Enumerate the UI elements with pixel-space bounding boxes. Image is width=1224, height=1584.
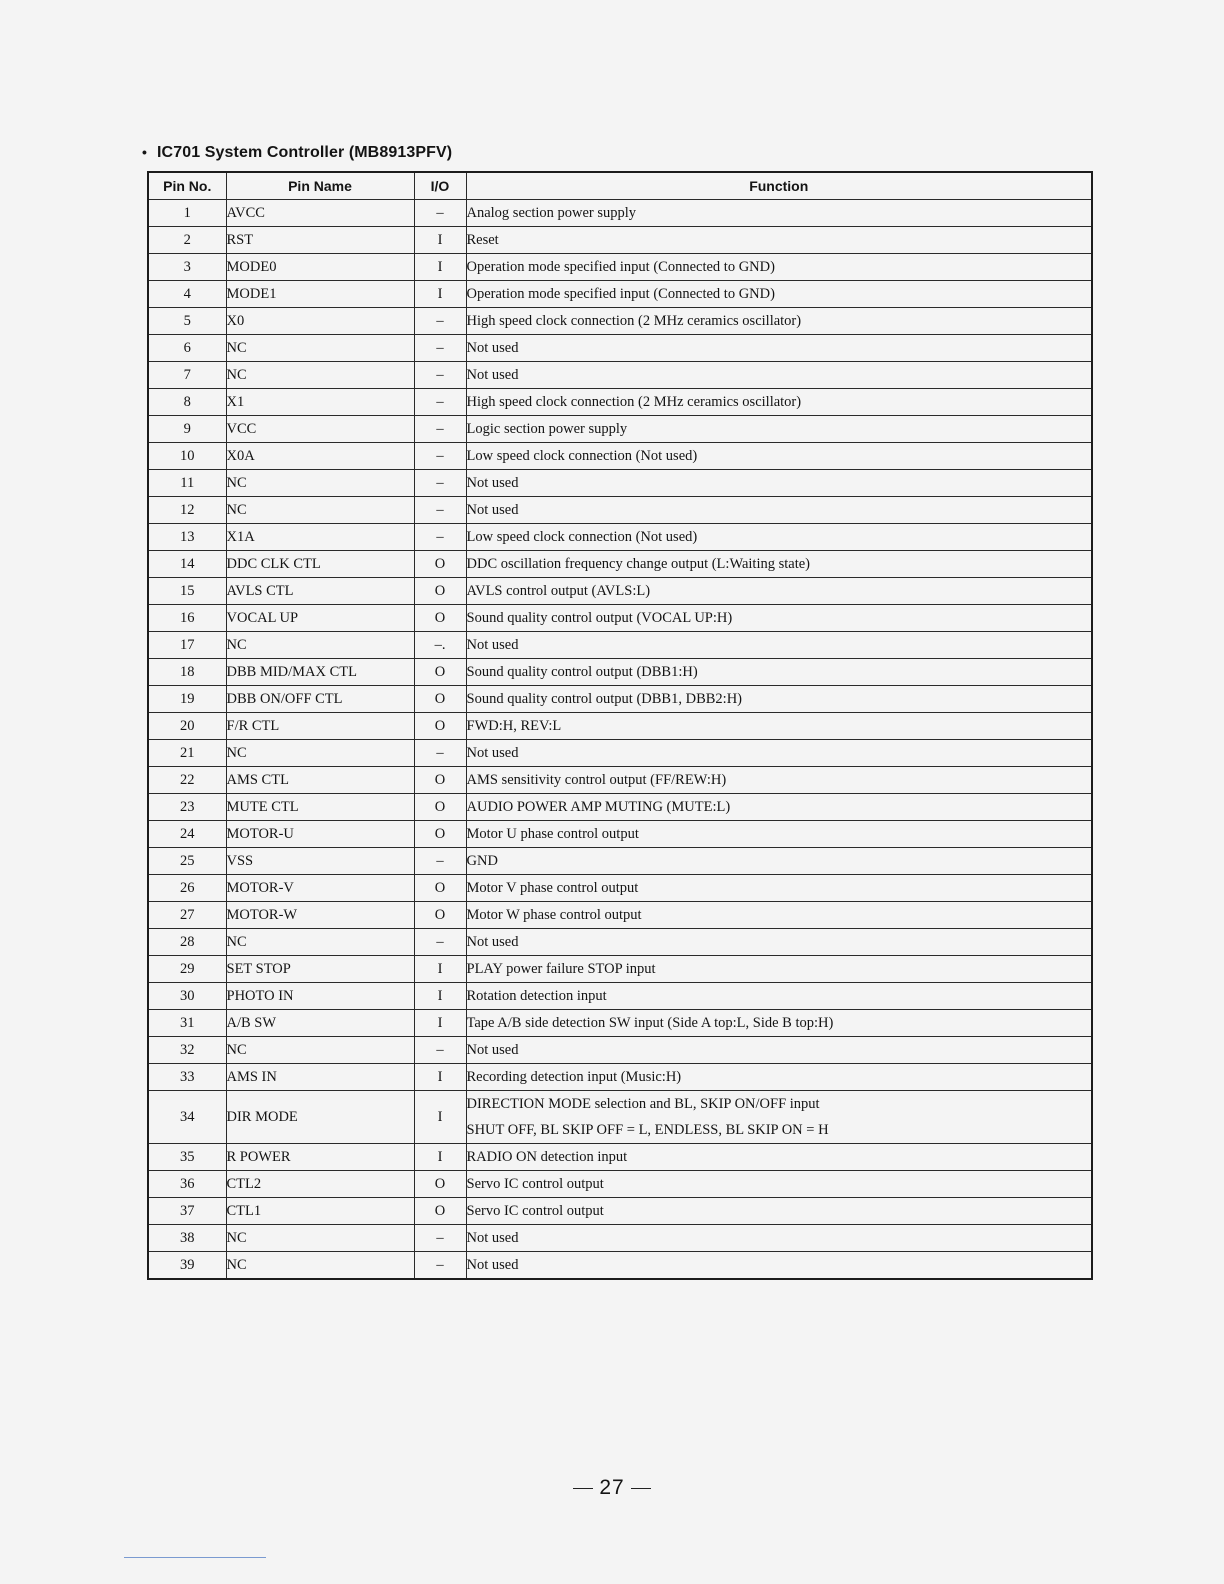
pin-number-cell: 7 [148,362,226,389]
pin-number-cell: 8 [148,389,226,416]
function-text: PLAY power failure STOP input [466,961,656,977]
pin-number-cell: 23 [148,794,226,821]
function-cell [466,416,1092,443]
io-cell: – [414,929,466,956]
io-cell: – [414,416,466,443]
pin-name-cell: RST [226,227,414,254]
page-number-dash-left [573,1488,593,1489]
table-row [148,659,1092,686]
function-cell [466,551,1092,578]
function-cell [466,1091,1092,1144]
io-cell: O [414,686,466,713]
pin-number-cell: 25 [148,848,226,875]
function-text: Not used [466,934,519,950]
function-text: Not used [466,475,519,491]
pin-number-cell: 30 [148,983,226,1010]
io-cell: – [414,308,466,335]
io-cell: O [414,875,466,902]
function-cell [466,1064,1092,1091]
table-row [148,767,1092,794]
function-cell [466,524,1092,551]
function-cell [466,443,1092,470]
function-text: Motor U phase control output [466,826,639,842]
function-cell [466,389,1092,416]
table-row [148,983,1092,1010]
pin-name-cell: X1A [226,524,414,551]
function-text: Rotation detection input [466,988,607,1004]
pin-name-cell: MOTOR-V [226,875,414,902]
io-cell: O [414,821,466,848]
function-cell [466,200,1092,227]
function-text: Low speed clock connection (Not used) [466,448,698,464]
table-row [148,389,1092,416]
function-text: Logic section power supply [466,421,628,437]
pin-name-cell: SET STOP [226,956,414,983]
table-row [148,1144,1092,1171]
pin-name-cell: NC [226,1252,414,1280]
pin-number-cell: 32 [148,1037,226,1064]
table-row [148,308,1092,335]
table-row [148,902,1092,929]
pin-name-cell: NC [226,929,414,956]
table-row [148,524,1092,551]
pin-name-cell: AVCC [226,200,414,227]
pin-number-cell: 2 [148,227,226,254]
pin-number-cell: 5 [148,308,226,335]
pin-name-cell: VOCAL UP [226,605,414,632]
pin-number-cell: 20 [148,713,226,740]
pin-name-cell: X1 [226,389,414,416]
table-row [148,254,1092,281]
io-cell: I [414,254,466,281]
io-cell: O [414,659,466,686]
function-cell [466,254,1092,281]
table-row [148,470,1092,497]
pin-number-cell: 26 [148,875,226,902]
io-cell: O [414,767,466,794]
io-cell: I [414,227,466,254]
io-cell: O [414,902,466,929]
function-cell [466,1144,1092,1171]
function-text: AVLS control output (AVLS:L) [466,583,651,599]
function-text: High speed clock connection (2 MHz ceramics oscillator) [466,394,802,410]
section-title: IC701 System Controller (MB8913PFV) [157,144,453,161]
function-text: Motor W phase control output [466,907,642,923]
table-row [148,956,1092,983]
io-cell: O [414,605,466,632]
table-row [148,848,1092,875]
io-cell: – [414,524,466,551]
table-row [148,416,1092,443]
pin-number-cell: 19 [148,686,226,713]
function-cell [466,470,1092,497]
function-cell [466,659,1092,686]
pin-name-cell: R POWER [226,1144,414,1171]
function-cell [466,227,1092,254]
table-row [148,1198,1092,1225]
function-text: Servo IC control output [466,1203,604,1219]
pin-name-cell: DIR MODE [226,1091,414,1144]
function-cell [466,821,1092,848]
function-cell [466,308,1092,335]
pin-name-cell: NC [226,362,414,389]
function-cell [466,578,1092,605]
table-row [148,551,1092,578]
function-text: Not used [466,340,519,356]
io-cell: O [414,551,466,578]
io-cell: O [414,578,466,605]
table-row [148,686,1092,713]
io-cell: – [414,497,466,524]
table-row [148,362,1092,389]
io-cell: – [414,443,466,470]
function-text: Not used [466,1042,519,1058]
table-body [148,200,1092,1280]
function-cell [466,632,1092,659]
table-row [148,578,1092,605]
pin-number-cell: 17 [148,632,226,659]
pin-number-cell: 36 [148,1171,226,1198]
function-cell [466,794,1092,821]
io-cell: – [414,470,466,497]
pin-function-table [147,171,1093,1280]
pin-number-cell: 35 [148,1144,226,1171]
pin-number-cell: 15 [148,578,226,605]
io-cell: – [414,848,466,875]
pin-name-cell: AMS CTL [226,767,414,794]
pin-name-cell: NC [226,1037,414,1064]
table-row [148,794,1092,821]
function-text: Servo IC control output [466,1176,604,1192]
pin-name-cell: X0 [226,308,414,335]
pin-name-cell: MODE1 [226,281,414,308]
pin-number-cell: 18 [148,659,226,686]
function-cell [466,1225,1092,1252]
function-text: Not used [466,1257,519,1273]
page-number-dash-right [631,1488,651,1489]
header-io: I/O [414,172,466,200]
function-cell [466,1010,1092,1037]
pin-number-cell: 16 [148,605,226,632]
pin-name-cell: MODE0 [226,254,414,281]
function-cell [466,713,1092,740]
function-cell [466,740,1092,767]
table-header-row [148,172,1092,200]
pin-number-cell: 27 [148,902,226,929]
pin-name-cell: NC [226,470,414,497]
pin-number-cell: 1 [148,200,226,227]
pin-number-cell: 37 [148,1198,226,1225]
pin-number-cell: 13 [148,524,226,551]
pin-name-cell: AMS IN [226,1064,414,1091]
table-row [148,281,1092,308]
pin-name-cell: NC [226,497,414,524]
table-row [148,821,1092,848]
function-text: Not used [466,1230,519,1246]
pin-name-cell: X0A [226,443,414,470]
pin-name-cell: VCC [226,416,414,443]
pin-name-cell: NC [226,632,414,659]
function-text: Reset [466,232,499,248]
function-text: AUDIO POWER AMP MUTING (MUTE:L) [466,799,731,815]
pin-name-cell: DDC CLK CTL [226,551,414,578]
pin-name-cell: AVLS CTL [226,578,414,605]
pin-name-cell: PHOTO IN [226,983,414,1010]
io-cell: – [414,1252,466,1280]
function-text: Not used [466,637,519,653]
io-cell: – [414,200,466,227]
function-text: Tape A/B side detection SW input (Side A top:L, Side B top:H) [466,1015,834,1031]
io-cell: I [414,956,466,983]
table-row [148,335,1092,362]
header-pin-no: Pin No. [148,172,226,200]
pin-number-cell: 11 [148,470,226,497]
io-cell: – [414,740,466,767]
function-cell [466,1252,1092,1280]
function-cell [466,1198,1092,1225]
io-cell: – [414,335,466,362]
header-function: Function [466,172,1092,200]
pin-number-cell: 29 [148,956,226,983]
io-cell: – [414,362,466,389]
pin-number-cell: 12 [148,497,226,524]
table-row [148,929,1092,956]
pin-number-cell: 34 [148,1091,226,1144]
function-cell [466,1037,1092,1064]
pin-number-cell: 21 [148,740,226,767]
function-cell [466,983,1092,1010]
table-row [148,740,1092,767]
function-text: Operation mode specified input (Connected to GND) [466,286,775,302]
table-row [148,1225,1092,1252]
function-text: High speed clock connection (2 MHz ceramics oscillator) [466,313,802,329]
table-row [148,1064,1092,1091]
io-cell: I [414,1064,466,1091]
function-cell [466,686,1092,713]
io-cell: I [414,1010,466,1037]
pin-name-cell: VSS [226,848,414,875]
pin-number-cell: 28 [148,929,226,956]
pin-number-cell: 4 [148,281,226,308]
io-cell: I [414,1091,466,1144]
function-cell [466,956,1092,983]
io-cell: – [414,1225,466,1252]
function-cell [466,362,1092,389]
table-row [148,1171,1092,1198]
function-text: Sound quality control output (DBB1, DBB2:H) [466,691,742,707]
pin-name-cell: DBB ON/OFF CTL [226,686,414,713]
function-text: GND [466,853,498,869]
page-number-text: 27 [599,1476,625,1499]
io-cell: O [414,1171,466,1198]
function-text: Sound quality control output (VOCAL UP:H) [466,610,733,626]
function-cell [466,1171,1092,1198]
pin-name-cell: CTL1 [226,1198,414,1225]
pin-number-cell: 6 [148,335,226,362]
table-row [148,497,1092,524]
pin-name-cell: NC [226,335,414,362]
table-row [148,200,1092,227]
function-text: Not used [466,745,519,761]
pin-name-cell: MOTOR-U [226,821,414,848]
function-cell [466,281,1092,308]
function-text: Not used [466,367,519,383]
io-cell: O [414,713,466,740]
pin-number-cell: 14 [148,551,226,578]
bullet: • [142,144,148,160]
function-text: SHUT OFF, BL SKIP OFF = L, ENDLESS, BL SKIP ON = H [466,1122,829,1138]
pin-number-cell: 31 [148,1010,226,1037]
io-cell: – [414,1037,466,1064]
function-text: FWD:H, REV:L [466,718,562,734]
table-row [148,632,1092,659]
pin-name-cell: A/B SW [226,1010,414,1037]
function-text: DDC oscillation frequency change output (L:Waiting state) [466,556,811,572]
function-text: Motor V phase control output [466,880,639,896]
table-row [148,1010,1092,1037]
function-text: Operation mode specified input (Connected to GND) [466,259,775,275]
function-text: Recording detection input (Music:H) [466,1069,682,1085]
io-cell: I [414,983,466,1010]
pin-name-cell: NC [226,1225,414,1252]
page-number [0,1476,1224,1500]
io-cell: I [414,1144,466,1171]
pin-name-cell: F/R CTL [226,713,414,740]
function-cell [466,767,1092,794]
pin-number-cell: 9 [148,416,226,443]
table-row [148,1037,1092,1064]
function-cell [466,605,1092,632]
pin-number-cell: 38 [148,1225,226,1252]
pin-number-cell: 33 [148,1064,226,1091]
function-text: DIRECTION MODE selection and BL, SKIP ON/OFF input [466,1096,820,1112]
function-text: AMS sensitivity control output (FF/REW:H) [466,772,727,788]
function-text: RADIO ON detection input [466,1149,628,1165]
io-cell: O [414,794,466,821]
function-text: Low speed clock connection (Not used) [466,529,698,545]
table-row [148,1252,1092,1280]
function-cell [466,848,1092,875]
pin-number-cell: 39 [148,1252,226,1280]
table-row [148,713,1092,740]
function-cell [466,497,1092,524]
pin-name-cell: MUTE CTL [226,794,414,821]
section-heading [142,144,452,162]
io-cell: O [414,1198,466,1225]
pin-number-cell: 10 [148,443,226,470]
pin-name-cell: DBB MID/MAX CTL [226,659,414,686]
table-row [148,1091,1092,1144]
pin-name-cell: NC [226,740,414,767]
footer-rule [124,1557,266,1558]
pin-number-cell: 24 [148,821,226,848]
function-text: Not used [466,502,519,518]
pin-name-cell: MOTOR-W [226,902,414,929]
function-text: Analog section power supply [466,205,637,221]
pin-name-cell: CTL2 [226,1171,414,1198]
table-row [148,227,1092,254]
table-row [148,443,1092,470]
function-cell [466,875,1092,902]
pin-number-cell: 3 [148,254,226,281]
table-row [148,605,1092,632]
io-cell: – [414,389,466,416]
io-cell: I [414,281,466,308]
table-row [148,875,1092,902]
function-cell [466,902,1092,929]
function-cell [466,335,1092,362]
io-cell: –. [414,632,466,659]
function-text: Sound quality control output (DBB1:H) [466,664,698,680]
pin-number-cell: 22 [148,767,226,794]
header-pin-name: Pin Name [226,172,414,200]
function-cell [466,929,1092,956]
